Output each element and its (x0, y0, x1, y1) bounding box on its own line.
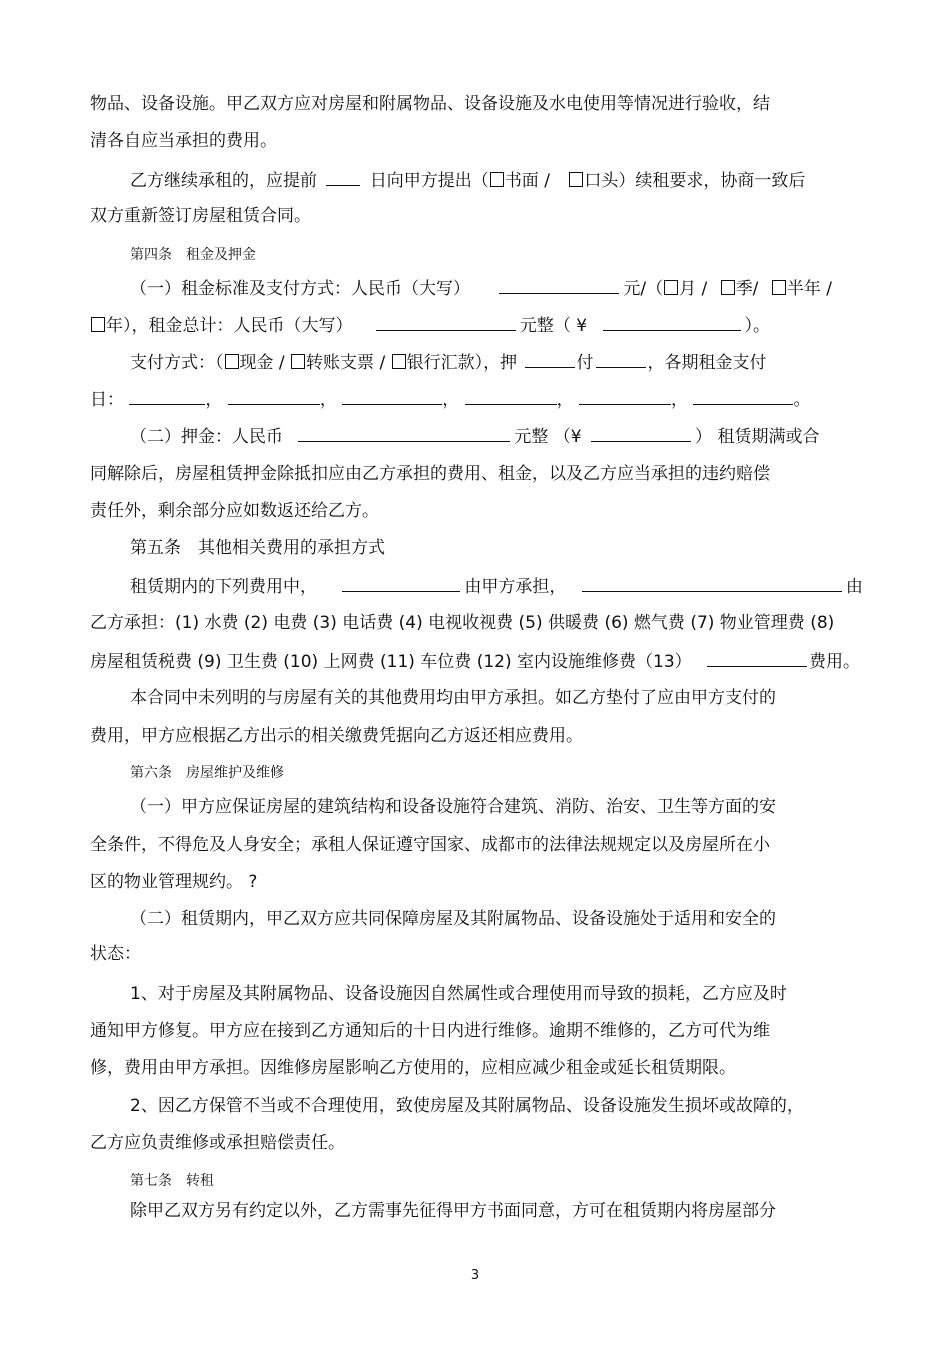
text: 月 / (679, 279, 708, 299)
para-line: 1、对于房屋及其附属物品、设备设施因自然属性或合理使用而导致的损耗，乙方应及时 (130, 984, 787, 1004)
text: ） 租赁期满或合 (695, 427, 820, 447)
text: ）。 (744, 316, 771, 336)
fees-line (130, 575, 863, 598)
text: 转账支票 / (306, 353, 386, 373)
rent-total-line (90, 314, 770, 337)
blank-date (342, 388, 442, 405)
blank-other-fee (707, 650, 807, 667)
text: （一）租金标准及支付方式：人民币（大写） (130, 279, 470, 299)
blank-total-num (603, 314, 741, 331)
page-number: 3 (470, 1268, 480, 1283)
text: ， (442, 390, 460, 410)
para-line: 修，费用由甲方承担。因维修房屋影响乙方使用的，应相应减少租金或延长租赁期限。 (90, 1058, 736, 1078)
text: ， (556, 390, 574, 410)
rent-line (130, 277, 832, 300)
text: 季/ (735, 279, 759, 299)
checkbox-icon (569, 172, 583, 187)
text: ， (671, 390, 689, 410)
para-line: 乙方承担：(1) 水费 (2) 电费 (3) 电话费 (4) 电视收视费 (5) 供暖费 (6) 燃气费 (7) 物业管理费 (8) (90, 613, 835, 633)
para-line: 2、因乙方保管不当或不合理使用，致使房屋及其附属物品、设备设施发生损坏或故障的， (130, 1096, 804, 1116)
para-line: 同解除后，房屋租赁押金除抵扣应由乙方承担的费用、租金，以及乙方应当承担的违约赔偿 (90, 464, 770, 484)
blank-total-cn (376, 314, 516, 331)
text: （二）押金：人民币 (130, 427, 283, 447)
article-heading: 第五条 其他相关费用的承担方式 (130, 538, 385, 558)
text: 由甲方承担， (464, 577, 567, 597)
checkbox-icon (392, 354, 406, 369)
text: 元/（ (623, 279, 664, 299)
text: 元整 （¥ (514, 427, 582, 447)
text: 银行汇款），押 (406, 353, 518, 373)
blank-rent-amount (499, 277, 619, 294)
para-line: 全条件，不得危及人身安全；承租人保证遵守国家、成都市的法律法规规定以及房屋所在小 (90, 835, 770, 855)
deposit-line (130, 425, 819, 448)
checkbox-icon (91, 317, 105, 332)
checkbox-icon (721, 280, 735, 295)
text: 年），租金总计：人民币（大写） (106, 316, 353, 336)
text: ，各期租金支付 (647, 353, 767, 373)
checkbox-icon (772, 280, 786, 295)
article-heading: 第七条 转租 (130, 1173, 214, 1189)
checkbox-icon (664, 280, 678, 295)
para-line: 除甲乙双方另有约定以外，乙方需事先征得甲方书面同意，方可在租赁期内将房屋部分 (130, 1201, 776, 1221)
blank-days (326, 169, 360, 186)
para-line: 双方重新签订房屋租赁合同。 (90, 206, 311, 226)
text: 。 (793, 390, 811, 410)
para-line: 费用，甲方应根据乙方出示的相关缴费凭据向乙方返还相应费用。 (90, 726, 583, 746)
para-line: 责任外，剩余部分应如数返还给乙方。 (90, 501, 379, 521)
blank-landlord-fees (342, 575, 460, 592)
text: 由 (845, 577, 863, 597)
checkbox-icon (490, 172, 504, 187)
para-line: 区的物业管理规约。 ? (90, 872, 258, 892)
blank-date (693, 388, 793, 405)
text: 现金 / (239, 353, 285, 373)
para-line: （二）租赁期内，甲乙双方应共同保障房屋及其附属物品、设备设施处于适用和安全的 (130, 909, 776, 929)
text: 口头）续租要求，协商一致后 (584, 171, 806, 191)
article-heading: 第六条 房屋维护及维修 (130, 765, 284, 781)
para-line: 物品、设备设施。甲乙双方应对房屋和附属物品、设备设施及水电使用等情况进行验收，结 (90, 94, 770, 114)
article-heading: 第四条 租金及押金 (130, 247, 256, 263)
text: 房屋租赁税费 (9) 卫生费 (10) 上网费 (11) 车位费 (12) 室内设施维修费（13） (90, 652, 692, 672)
blank-date (579, 388, 671, 405)
checkbox-icon (225, 354, 239, 369)
text: 租赁期内的下列费用中， (130, 577, 317, 597)
text: 支付方式：（ (130, 353, 224, 373)
blank-deposit-num (591, 425, 691, 442)
para-line: 本合同中未列明的与房屋有关的其他费用均由甲方承担。如乙方垫付了应由甲方支付的 (130, 688, 776, 708)
para-line: 乙方应负责维修或承担赔偿责任。 (90, 1133, 345, 1153)
text: 半年 / (786, 279, 832, 299)
fees-list-line (90, 650, 860, 673)
text: 乙方继续承租的，应提前 (130, 171, 317, 191)
para-line: 通知甲方修复。甲方应在接到乙方通知后的十日内进行维修。逾期不维修的，乙方可代为维 (90, 1021, 770, 1041)
payment-days-line (90, 388, 810, 411)
text: ， (319, 390, 337, 410)
blank-date (228, 388, 320, 405)
para-line: （一）甲方应保证房屋的建筑结构和设备设施符合建筑、消防、治安、卫生等方面的安 (130, 797, 776, 817)
blank-deposit-months (525, 351, 575, 368)
blank-date (129, 388, 205, 405)
payment-line (130, 351, 767, 374)
blank-date (465, 388, 557, 405)
checkbox-icon (291, 354, 305, 369)
para-line: 状态： (90, 944, 141, 964)
text: 日向甲方提出（ (369, 171, 489, 191)
renewal-line (130, 169, 805, 192)
text: 付 (576, 353, 594, 373)
text: 元整（ ¥ (519, 316, 588, 336)
text: 书面 / (504, 171, 550, 191)
blank-pay-months (596, 351, 646, 368)
blank-tenant-fees (582, 575, 842, 592)
para-line: 清各自应当承担的费用。 (90, 131, 277, 151)
text: ， (205, 390, 223, 410)
text: 费用。 (809, 652, 861, 672)
blank-deposit-cn (298, 425, 510, 442)
text: 日： (90, 390, 124, 410)
